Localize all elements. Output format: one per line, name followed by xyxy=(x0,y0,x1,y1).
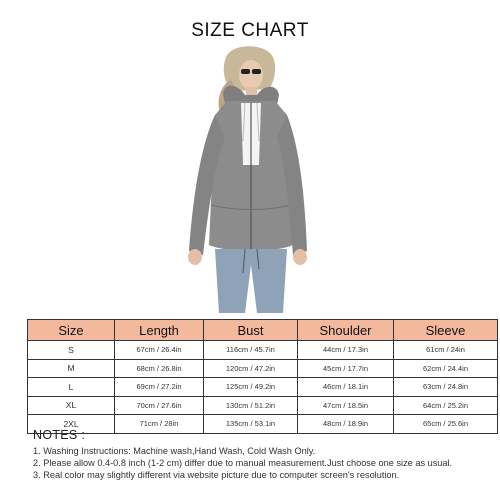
size-cell: XL xyxy=(28,396,115,415)
header-bust: Bust xyxy=(204,320,298,341)
sleeve-cell: 61cm / 24in xyxy=(394,341,498,360)
length-cell: 67cm / 26.4in xyxy=(115,341,204,360)
bust-cell: 116cm / 45.7in xyxy=(204,341,298,360)
note-item: 2. Please allow 0.4-0.8 inch (1-2 cm) differ due to manual measurement.Just choose one size as usual. xyxy=(33,458,453,468)
header-length: Length xyxy=(115,320,204,341)
length-cell: 70cm / 27.6in xyxy=(115,396,204,415)
length-cell: 71cm / 28in xyxy=(115,415,204,434)
length-cell: 69cm / 27.2in xyxy=(115,378,204,397)
table-row xyxy=(28,341,498,360)
sleeve-cell: 65cm / 25.6in xyxy=(394,415,498,434)
shoulder-cell: 48cm / 18.9in xyxy=(298,415,394,434)
bust-cell: 130cm / 51.2in xyxy=(204,396,298,415)
bust-cell: 135cm / 53.1in xyxy=(204,415,298,434)
size-cell: 2XL xyxy=(28,415,115,434)
header-size: Size xyxy=(28,320,115,341)
sleeve-cell: 64cm / 25.2in xyxy=(394,396,498,415)
header-shoulder: Shoulder xyxy=(298,320,394,341)
size-cell: S xyxy=(28,341,115,360)
notes-heading: NOTES : xyxy=(33,428,86,442)
size-cell: L xyxy=(28,378,115,397)
length-cell: 68cm / 26.8in xyxy=(115,359,204,378)
model-photo xyxy=(165,45,335,313)
note-item: 1. Washing Instructions: Machine wash,Hand Wash, Cold Wash Only. xyxy=(33,446,316,456)
table-header-row xyxy=(28,320,498,341)
bust-cell: 120cm / 47.2in xyxy=(204,359,298,378)
table-row xyxy=(28,396,498,415)
header-sleeve: Sleeve xyxy=(394,320,498,341)
size-chart-table xyxy=(27,319,498,434)
table-row xyxy=(28,359,498,378)
shoulder-cell: 45cm / 17.7in xyxy=(298,359,394,378)
bust-cell: 125cm / 49.2in xyxy=(204,378,298,397)
shoulder-cell: 47cm / 18.5in xyxy=(298,396,394,415)
sleeve-cell: 63cm / 24.8in xyxy=(394,378,498,397)
notes-section xyxy=(33,428,495,481)
size-cell: M xyxy=(28,359,115,378)
note-item: 3. Real color may slightly different via website picture due to computer screen's resolution. xyxy=(33,470,400,480)
shoulder-cell: 46cm / 18.1in xyxy=(298,378,394,397)
shoulder-cell: 44cm / 17.3in xyxy=(298,341,394,360)
sleeve-cell: 62cm / 24.4in xyxy=(394,359,498,378)
table-row xyxy=(28,378,498,397)
page-title: SIZE CHART xyxy=(191,20,309,41)
